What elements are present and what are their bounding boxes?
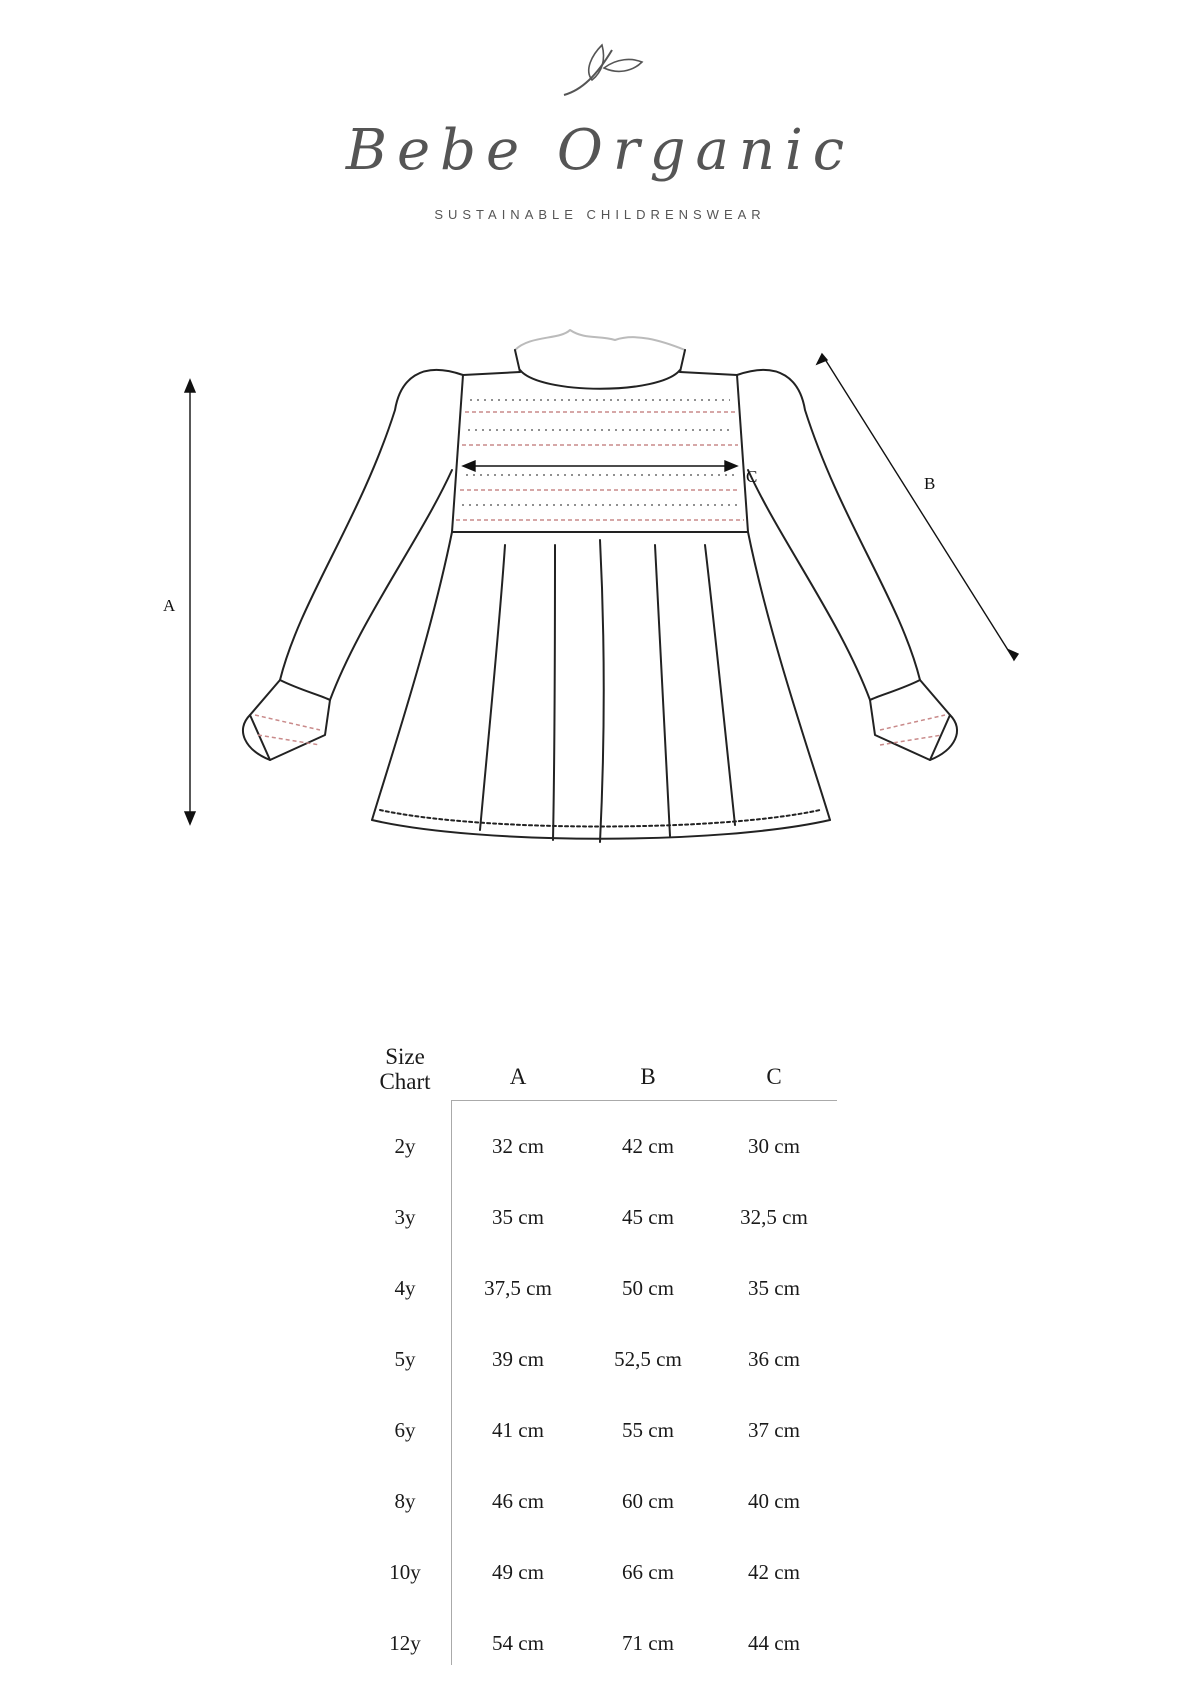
b-cell: 50 cm [622,1276,674,1300]
b-cell: 45 cm [622,1205,674,1229]
b-cell: 66 cm [622,1560,674,1584]
dimension-label-b: B [924,474,936,493]
table-row [360,1325,840,1396]
brand-tagline: SUSTAINABLE CHILDRENSWEAR [434,207,766,222]
size-chart-table [360,1040,840,1680]
header-c: C [766,1064,782,1089]
c-cell: 36 cm [748,1347,800,1371]
c-cell: 37 cm [748,1418,800,1442]
size-cell: 3y [394,1205,416,1229]
b-cell: 71 cm [622,1631,674,1655]
table-header-row [360,1040,840,1112]
c-cell: 42 cm [748,1560,800,1584]
c-cell: 35 cm [748,1276,800,1300]
c-cell: 30 cm [748,1134,800,1158]
a-cell: 54 cm [492,1631,544,1655]
table-row [360,1183,840,1254]
table-row [360,1538,840,1609]
brand-name: Bebe Organic [345,118,855,183]
b-cell: 52,5 cm [614,1347,682,1371]
dimension-label-a: A [163,596,176,615]
a-cell: 41 cm [492,1418,544,1442]
a-cell: 49 cm [492,1560,544,1584]
header-size-chart: Size Chart [379,1044,431,1094]
table-row [360,1467,840,1538]
c-cell: 32,5 cm [740,1205,808,1229]
dimension-label-c: C [746,467,758,486]
size-cell: 4y [394,1276,416,1300]
size-cell: 8y [394,1489,416,1513]
table-row [360,1609,840,1680]
b-cell: 42 cm [622,1134,674,1158]
garment-illustration [0,300,1200,900]
a-cell: 32 cm [492,1134,544,1158]
a-cell: 37,5 cm [484,1276,552,1300]
size-cell: 2y [394,1134,416,1158]
a-cell: 35 cm [492,1205,544,1229]
b-cell: 60 cm [622,1489,674,1513]
size-cell: 5y [394,1347,416,1371]
a-cell: 39 cm [492,1347,544,1371]
a-cell: 46 cm [492,1489,544,1513]
b-cell: 55 cm [622,1418,674,1442]
size-cell: 6y [394,1418,416,1442]
table-row [360,1112,840,1183]
header-a: A [509,1064,527,1089]
leaf-logo-icon [562,40,652,100]
header-b: B [640,1064,656,1089]
c-cell: 40 cm [748,1489,800,1513]
size-cell: 12y [389,1631,421,1655]
table-row [360,1396,840,1467]
size-cell: 10y [389,1560,421,1584]
c-cell: 44 cm [748,1631,800,1655]
table-row [360,1254,840,1325]
